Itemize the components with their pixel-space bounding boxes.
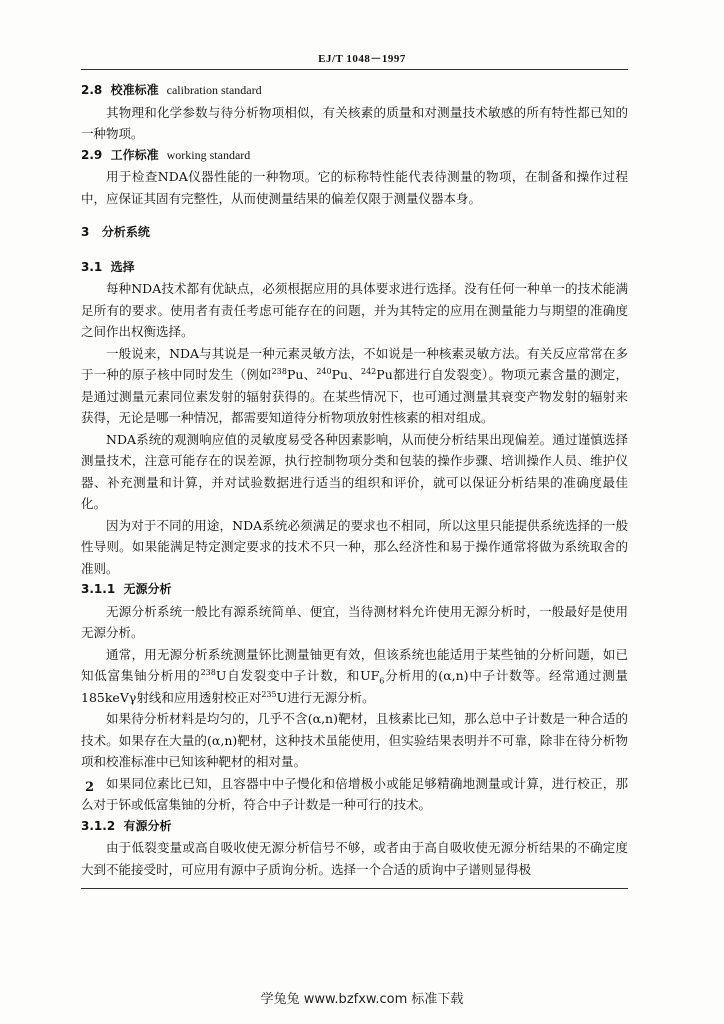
section-3-1-para-1: 每种NDA技术都有优缺点，必须根据应用的具体要求进行选择。没有任何一种单一的技术能满足所有的要求。使用者有责任考虑可能存在的问题，并为其特定的应用在测量能力与期望的准确度之间作出权衡选择。 xyxy=(81,281,628,339)
section-3-1-2-para-1: 由于低裂变量或高自吸收使无源分析信号不够，或者由于高自吸收使无源分析结果的不确定度大到不能接受时，可应用有源中子质询分析。选择一个合适的质询中子谱则显得极 xyxy=(81,840,628,877)
document-body xyxy=(81,80,628,880)
section-3-1-2-heading: 3.1.2 有源分析 xyxy=(81,818,172,833)
standard-code-header: EJ/T 1048－1997 xyxy=(318,53,406,65)
section-2-9-text: 用于检查NDA仪器性能的一种物项。它的标称特性能代表待测量的物项，在制备和操作过程中，应保证其固有完整性，从而使测量结果的偏差仅限于测量仪器本身。 xyxy=(81,169,628,206)
section-3-1-1-para-3: 如果待分析材料是均匀的，几乎不含(α,n)靶材，且核素比已知，那么总中子计数是一种合适的技术。如果存在大量的(α,n)靶材，这种技术虽能使用，但实验结果表明并不可靠，除非在待分析物项和校准标准中已知该种靶材的相对量。 xyxy=(81,711,628,769)
section-3-1-para-4: 因为对于不同的用途，NDA系统必须满足的要求也不相同，所以这里只能提供系统选择的一般性导则。如果能满足特定测定要求的技术不只一种，那么经济性和易于操作通常将做为系统取舍的准则。 xyxy=(81,517,628,576)
section-3-1-1-para-2: 通常，用无源分析系统测量钚比测量铀更有效，但该系统也能适用于某些铀的分析问题，如已知低富集铀分析用的$^{238}$U自发裂变中子计数，和$UF_6$分析用的(α,n)中子计数等。经常通过测量185keVγ射线和应用透射校正对$^{235}$U进行无源分析。 xyxy=(81,646,628,705)
watermark-footer: 学兔兔 www.bzfxw.com 标准下载 xyxy=(260,992,464,1007)
section-3-1-para-3: NDA系统的观测响应值的灵敏度易受各种因素影响，从而使分析结果出现偏差。通过谨慎选择测量技术，注意可能存在的误差源，执行控制物项分类和包装的操作步骤、培训操作人员、维护仪器、补充测量和计算，并对试验数据进行适当的组织和评价，就可以保证分析结果的准确度最佳化。 xyxy=(81,431,628,511)
section-3-1-para-2: 一般说来，NDA与其说是一种元素灵敏方法，不如说是一种核素灵敏方法。有关反应常常在多于一种的原子核中同时发生（例如$^{238}$Pu、$^{240}$Pu、$^{242}$Pu都进行自发裂变）。物项元素含量的测定，是通过测量元素同位素发射的辐射获得的。在某些情况下，也可通过测量其衰变产物发射的辐射来获得，无论是哪一种情况，都需要知道待分析物项放射性核素的相对组成。 xyxy=(81,345,628,425)
section-2-9-heading: 2.9 工作标准 working standard xyxy=(81,147,251,162)
section-3-1-1-para-1: 无源分析系统一般比有源系统简单、便宜，当待测材料允许使用无源分析时，一般最好是使用无源分析。 xyxy=(81,603,628,640)
section-2-8-text: 其物理和化学参数与待分析物项相似，有关核素的质量和对测量技术敏感的所有特性都已知的一种物项。 xyxy=(81,104,628,141)
section-3-1-1-heading: 3.1.1 无源分析 xyxy=(81,582,172,596)
header-rule xyxy=(81,69,628,70)
section-3-heading: 3 分析系统 xyxy=(81,225,150,239)
footer-rule xyxy=(81,888,628,889)
section-2-8-heading: 2.8 校准标准 calibration standard xyxy=(81,83,262,97)
section-3-1-1-para-4: 如果同位素比已知，且容器中中子慢化和倍增极小或能足够精确地测量或计算，进行校正，那么对于钚或低富集铀的分析，符合中子计数是一种可行的技术。 xyxy=(81,775,628,812)
page-number: 2 xyxy=(85,780,95,795)
section-3-1-heading: 3.1 选择 xyxy=(81,259,135,274)
